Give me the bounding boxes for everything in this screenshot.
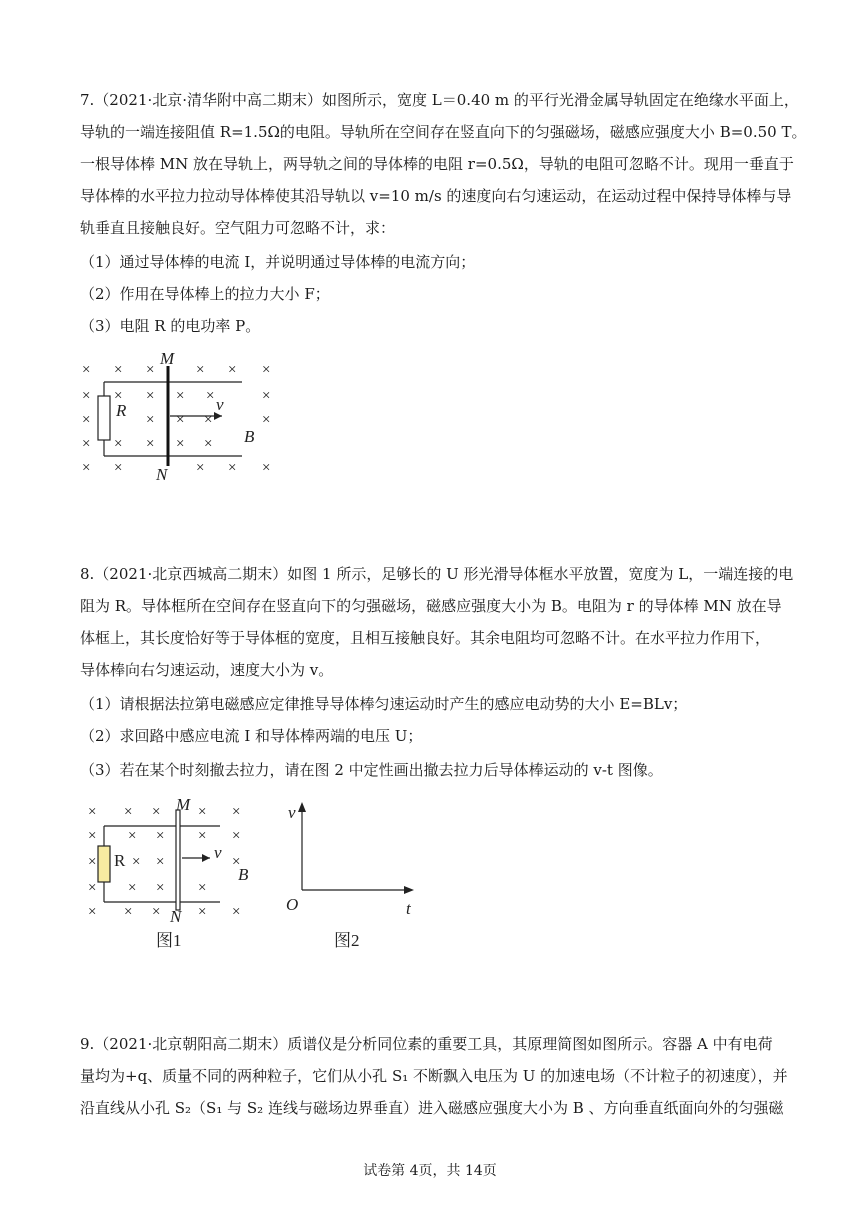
field-cross: ×	[82, 436, 91, 452]
q8-line-1: 8.（2021·北京西城高二期末）如图 1 所示，足够长的 U 形光滑导体框水平放置，宽度为 L，一端连接的电	[80, 565, 794, 583]
field-cross: ×	[88, 904, 97, 920]
field-cross: ×	[198, 880, 207, 896]
field-cross: ×	[228, 362, 237, 378]
q9-line-1: 9.（2021·北京朝阳高二期末）质谱仪是分析同位素的重要工具，其原理简图如图所示。容器 A 中有电荷	[80, 1035, 773, 1053]
field-cross: ×	[198, 804, 207, 820]
velocity-arrowhead	[202, 854, 210, 862]
field-cross: ×	[88, 854, 97, 870]
resistor	[98, 396, 110, 440]
field-cross: ×	[114, 388, 123, 404]
label-B: B	[238, 865, 249, 884]
field-cross: ×	[152, 804, 161, 820]
field-cross: ×	[228, 460, 237, 476]
field-cross: ×	[232, 828, 241, 844]
conductor-rod	[176, 810, 180, 910]
field-cross: ×	[262, 362, 271, 378]
field-cross: ×	[204, 412, 213, 428]
field-cross: ×	[198, 828, 207, 844]
q7-sub-1: （1）通过导体棒的电流 I，并说明通过导体棒的电流方向；	[80, 253, 476, 271]
field-cross: ×	[132, 854, 141, 870]
field-cross: ×	[124, 804, 133, 820]
field-cross: ×	[262, 388, 271, 404]
label-N: N	[170, 907, 182, 926]
field-cross: ×	[128, 880, 137, 896]
field-cross: ×	[232, 804, 241, 820]
label-R: R	[116, 401, 127, 420]
q8-figure-2-axes	[280, 796, 430, 956]
field-cross: ×	[128, 828, 137, 844]
figure-1-caption: 图1	[156, 931, 182, 950]
field-cross: ×	[156, 828, 165, 844]
q7-sub-3: （3）电阻 R 的电功率 P。	[80, 317, 261, 335]
field-cross: ×	[198, 904, 207, 920]
label-R: R	[114, 851, 126, 870]
q8-sub-1: （1）请根据法拉第电磁感应定律推导导体棒匀速运动时产生的感应电动势的大小 E=BLv；	[80, 695, 688, 713]
field-cross: ×	[196, 362, 205, 378]
field-cross: ×	[82, 362, 91, 378]
field-cross: ×	[82, 460, 91, 476]
label-B: B	[244, 427, 255, 446]
field-cross: ×	[88, 828, 97, 844]
field-cross: ×	[82, 412, 91, 428]
q8-line-4: 导体棒向右匀速运动，速度大小为 v。	[80, 661, 334, 679]
field-cross: ×	[114, 436, 123, 452]
q7-line-4: 导体棒的水平拉力拉动导体棒使其沿导轨以 v=10 m/s 的速度向右匀速运动，在运动过程中保持导体棒与导	[80, 187, 792, 205]
field-cross: ×	[262, 460, 271, 476]
label-M: M	[160, 352, 175, 368]
field-cross: ×	[262, 412, 271, 428]
field-cross: ×	[146, 388, 155, 404]
q8-sub-2: （2）求回路中感应电流 I 和导体棒两端的电压 U；	[80, 727, 423, 745]
field-cross: ×	[146, 362, 155, 378]
v-axis-arrowhead	[298, 802, 306, 812]
field-cross: ×	[232, 854, 241, 870]
field-cross: ×	[152, 904, 161, 920]
field-cross: ×	[156, 880, 165, 896]
label-origin: O	[286, 895, 299, 914]
field-cross: ×	[176, 388, 185, 404]
field-cross: ×	[196, 460, 205, 476]
label-M: M	[176, 796, 191, 814]
field-cross: ×	[88, 804, 97, 820]
field-cross: ×	[204, 436, 213, 452]
q7-line-2: 导轨的一端连接阻值 R=1.5Ω的电阻。导轨所在空间存在竖直向下的匀强磁场，磁感应强度大小 B=0.50 T。	[80, 123, 807, 141]
field-cross: ×	[124, 904, 133, 920]
q7-line-3: 一根导体棒 MN 放在导轨上，两导轨之间的导体棒的电阻 r=0.5Ω，导轨的电阻可忽略不计。现用一垂直于	[80, 155, 794, 173]
field-cross: ×	[114, 362, 123, 378]
label-v: v	[216, 395, 224, 414]
q8-figure-1	[84, 796, 274, 956]
t-axis-arrowhead	[404, 886, 414, 894]
resistor	[98, 846, 110, 882]
field-cross: ×	[206, 388, 215, 404]
q7-line-1: 7.（2021·北京·清华附中高二期末）如图所示，宽度 L＝0.40 m 的平行光滑金属导轨固定在绝缘水平面上，	[80, 91, 799, 109]
label-t-axis: t	[406, 899, 411, 918]
figure-2-caption: 图2	[334, 931, 360, 950]
field-cross: ×	[156, 854, 165, 870]
q7-sub-2: （2）作用在导体棒上的拉力大小 F；	[80, 285, 330, 303]
label-v-axis: v	[288, 803, 296, 822]
field-cross: ×	[176, 412, 185, 428]
field-cross: ×	[114, 460, 123, 476]
q8-line-2: 阻为 R。导体框所在空间存在竖直向下的匀强磁场，磁感应强度大小为 B。电阻为 r 的导体棒 MN 放在导	[80, 597, 782, 615]
q7-circuit-figure	[76, 352, 286, 482]
page-footer: 试卷第 4页，共 14页	[363, 1163, 497, 1179]
field-cross: ×	[146, 412, 155, 428]
q9-line-2: 量均为+q、质量不同的两种粒子，它们从小孔 S₁ 不断飘入电压为 U 的加速电场（不计粒子的初速度），并	[80, 1067, 788, 1085]
field-cross: ×	[88, 880, 97, 896]
field-cross: ×	[176, 436, 185, 452]
label-v: v	[214, 843, 222, 862]
q8-sub-3: （3）若在某个时刻撤去拉力，请在图 2 中定性画出撤去拉力后导体棒运动的 v-t 图像。	[80, 761, 663, 779]
q7-line-5: 轨垂直且接触良好。空气阻力可忽略不计，求：	[80, 219, 396, 237]
field-cross: ×	[146, 436, 155, 452]
q9-line-3: 沿直线从小孔 S₂（S₁ 与 S₂ 连线与磁场边界垂直）进入磁感应强度大小为 B 、方向垂直纸面向外的匀强磁	[80, 1099, 784, 1117]
field-cross: ×	[82, 388, 91, 404]
label-N: N	[156, 465, 168, 482]
q8-line-3: 体框上，其长度恰好等于导体框的宽度，且相互接触良好。其余电阻均可忽略不计。在水平拉力作用下，	[80, 629, 771, 647]
field-cross: ×	[232, 904, 241, 920]
